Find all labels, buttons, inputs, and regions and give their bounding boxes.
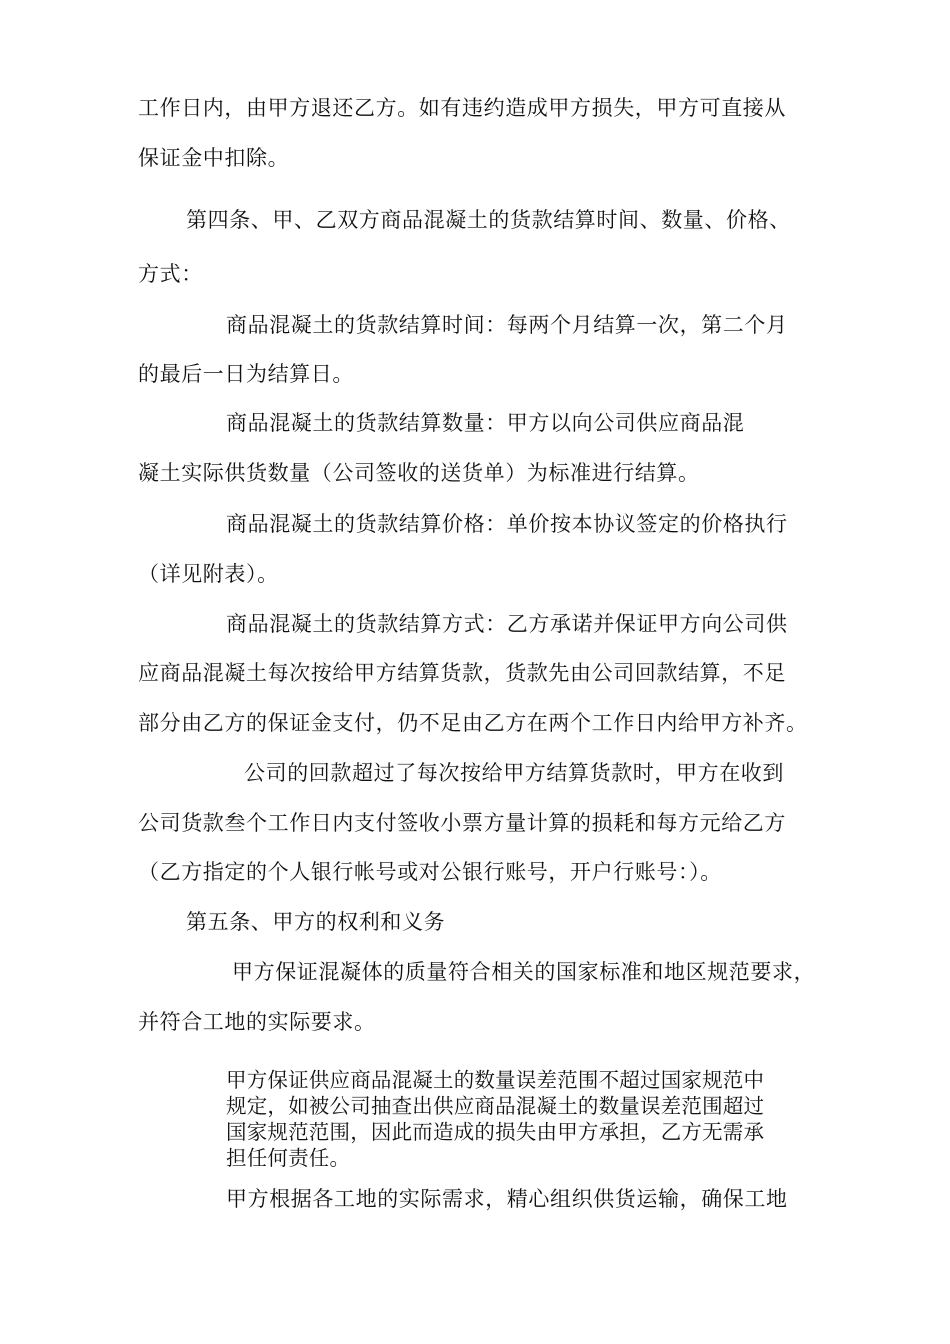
- text-line: 规定，如被公司抽查出供应商品混凝土的数量误差范围超过: [226, 1094, 765, 1118]
- text-line: 应商品混凝土每次按给甲方结算货款，货款先由公司回款结算，不足: [138, 661, 786, 685]
- text-line: （详见附表）。: [138, 562, 279, 586]
- text-line: 甲方根据各工地的实际需求，精心组织供货运输，确保工地: [226, 1187, 788, 1211]
- text-line: 国家规范范围，因此而造成的损失由甲方承担，乙方无需承: [226, 1120, 765, 1144]
- text-line: 并符合工地的实际要求。: [138, 1010, 376, 1034]
- text-line: 担任何责任。: [226, 1146, 351, 1170]
- text-line: 凝土实际供货数量（公司签收的送货单）为标准进行结算。: [138, 461, 700, 485]
- section-heading: 第五条、甲方的权利和义务: [186, 910, 446, 934]
- text-line: 甲方保证混凝体的质量符合相关的国家标准和地区规范要求，: [232, 960, 816, 984]
- text-line: 部分由乙方的保证金支付，仍不足由乙方在两个工作日内给甲方补齐。: [138, 711, 808, 735]
- text-line: 商品混凝土的货款结算方式：乙方承诺并保证甲方向公司供: [226, 612, 788, 636]
- section-heading: 第四条、甲、乙双方商品混凝土的货款结算时间、数量、价格、: [186, 208, 791, 232]
- text-line: 公司货款叁个工作日内支付签收小票方量计算的损耗和每方元给乙方: [138, 811, 786, 835]
- text-line: 工作日内，由甲方退还乙方。如有违约造成甲方损失，甲方可直接从: [138, 96, 786, 120]
- text-line: （乙方指定的个人银行帐号或对公银行账号，开户行账号：）。: [138, 860, 722, 884]
- text-line: 的最后一日为结算日。: [138, 362, 354, 386]
- text-line: 公司的回款超过了每次按给甲方结算货款时，甲方在收到: [244, 761, 784, 785]
- text-line: 保证金中扣除。: [138, 146, 290, 170]
- section-heading: 方式：: [138, 262, 203, 286]
- text-line: 商品混凝土的货款结算时间：每两个月结算一次，第二个月: [226, 313, 788, 337]
- text-line: 甲方保证供应商品混凝土的数量误差范围不超过国家规范中: [226, 1068, 765, 1092]
- text-line: 商品混凝土的货款结算价格：单价按本协议签定的价格执行: [226, 512, 788, 536]
- text-line: 商品混凝土的货款结算数量：甲方以向公司供应商品混: [226, 411, 745, 435]
